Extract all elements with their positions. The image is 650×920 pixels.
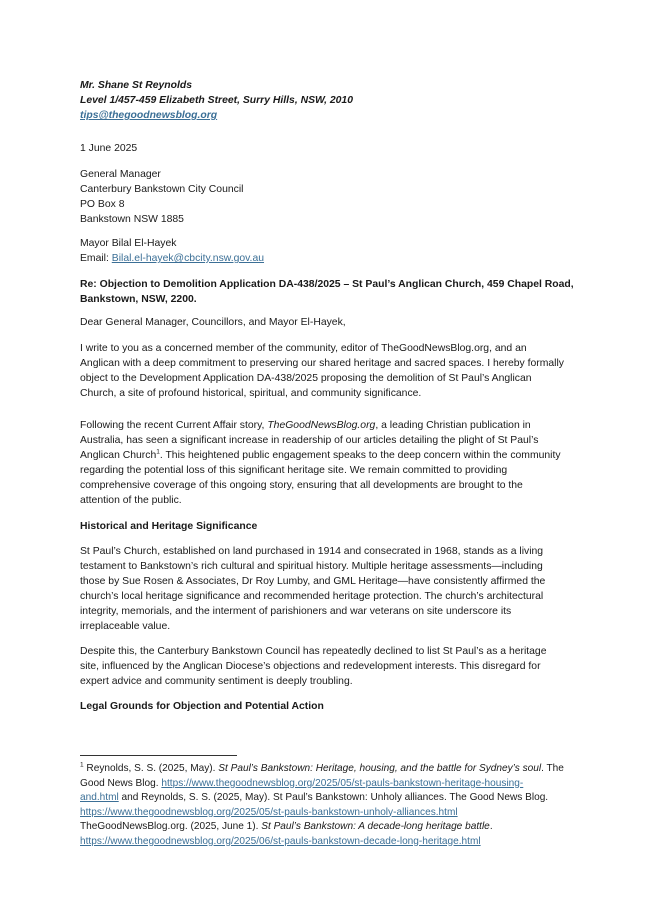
paragraph-line: I write to you as a concerned member of the community, editor of TheGoodNewsBlog.org, and an [80,343,527,354]
paragraph-line: those by Sue Rosen & Associates, Dr Roy Lumby, and GML Heritage—have consistently affirmed the [80,576,546,587]
heading-heritage: Historical and Heritage Significance [80,521,258,532]
text-run: Reynolds, S. S. (2025, May). [83,763,219,774]
footnote-ref[interactable]: 1 [156,448,160,456]
mayor-name: Mayor Bilal El-Hayek [80,238,177,249]
sender-name: Mr. Shane St Reynolds [80,80,193,91]
paragraph-intro [80,341,574,401]
mayor-email-label: Email: [80,253,112,264]
paragraph-line: church’s local heritage significance and recommended heritage protection. The church’s architectural [80,591,544,602]
text-run: , a leading Christian publication in [375,420,531,431]
footnote-link-heritage-housing[interactable]: https://www.thegoodnewsblog.org/2025/05/st-pauls-bankstown-heritage-housing- [161,777,524,789]
mayor-block [80,236,574,266]
recipient-block [80,167,574,227]
text-run: TheGoodNewsBlog.org. (2025, June 1). [80,821,262,832]
recipient-org: Canterbury Bankstown City Council [80,184,244,195]
subject-line-1: Re: Objection to Demolition Application DA-438/2025 – St Paul’s Anglican Church, 459 Chapel Road, [80,279,574,290]
mayor-email-link[interactable]: Bilal.el-hayek@cbcity.nsw.gov.au [111,253,265,264]
text-run: . [489,821,493,832]
paragraph-council [80,644,574,689]
paragraph-line: Despite this, the Canterbury Bankstown Council has repeatedly declined to list St Paul’s as a heritage [80,646,547,657]
footnote [80,762,580,849]
footnote-divider [80,755,237,756]
paragraph-line: expert advice and community sentiment is deeply troubling. [80,676,353,687]
paragraph-line: regarding the potential loss of this significant heritage site. We remain committed to providing [80,465,508,476]
recipient-city: Bankstown NSW 1885 [80,214,184,225]
paragraph-heritage [80,544,574,634]
text-run: and Reynolds, S. S. (2025, May). St Paul’s Bankstown: Unholy alliances. The Good News Blog. [118,792,549,803]
text-run: Following the recent Current Affair story, [80,420,268,431]
paragraph-line: St Paul’s Church, established on land purchased in 1914 and consecrated in 1968, stands as a living [80,546,544,557]
text-run: . The [541,763,564,774]
sender-address: Level 1/457-459 Elizabeth Street, Surry Hills, NSW, 2010 [80,95,353,106]
paragraph-line: Anglican with a deep commitment to preserving our shared heritage and sacred spaces. I hereby formally [80,358,564,369]
footnote-link-heritage-housing-cont[interactable]: and.html [80,792,119,803]
heading-legal: Legal Grounds for Objection and Potential Action [80,701,324,712]
salutation: Dear General Manager, Councillors, and Mayor El-Hayek, [80,317,346,328]
footnote-link-decade-long[interactable]: https://www.thegoodnewsblog.org/2025/06/st-pauls-bankstown-decade-long-heritage.html [80,835,481,847]
recipient-po: PO Box 8 [80,199,125,210]
paragraph-line: testament to Bankstown’s rich cultural and spiritual history. Multiple heritage assessments—including [80,561,543,572]
footnote-mark: 1 [80,761,84,769]
subject-line-2: Bankstown, NSW, 2200. [80,294,197,305]
article-title: St Paul’s Bankstown: Heritage, housing, and the battle for Sydney’s soul [218,763,542,774]
sender-block [80,78,574,123]
subject-line [80,277,574,307]
paragraph-line: Church, a site of profound historical, spiritual, and community significance. [80,388,422,399]
paragraph-readership [80,418,574,508]
paragraph-line: irreplaceable value. [80,621,171,632]
paragraph-line: site, influenced by the Anglican Diocese’s objections and redevelopment interests. This disregard for [80,661,541,672]
text-run: . This heightened public engagement speaks to the deep concern within the community [159,450,561,461]
sender-email-link[interactable]: tips@thegoodnewsblog.org [80,110,218,121]
text-run: Good News Blog. [80,777,162,789]
paragraph-line: Australia, has seen a significant increase in readership of our articles detailing the plight of St Paul’s [80,435,539,446]
footnote-link-unholy-alliances[interactable]: https://www.thegoodnewsblog.org/2025/05/st-pauls-bankstown-unholy-alliances.html [80,806,458,818]
paragraph-line: attention of the public. [80,495,182,506]
paragraph-line: object to the Development Application DA-438/2025 proposing the demolition of St Paul’s Anglican [80,373,532,384]
article-title: St Paul’s Bankstown: A decade-long heritage battle [261,821,490,832]
letter-date: 1 June 2025 [80,143,138,154]
paragraph-line: comprehensive coverage of this ongoing story, ensuring that all developments are brought to the [80,480,523,491]
recipient-title: General Manager [80,169,161,180]
text-run: Anglican Church [80,450,157,461]
paragraph-line: integrity, memorials, and the interment of parishioners and war veterans on site underscore its [80,606,512,617]
publication-name: TheGoodNewsBlog.org [267,420,376,431]
